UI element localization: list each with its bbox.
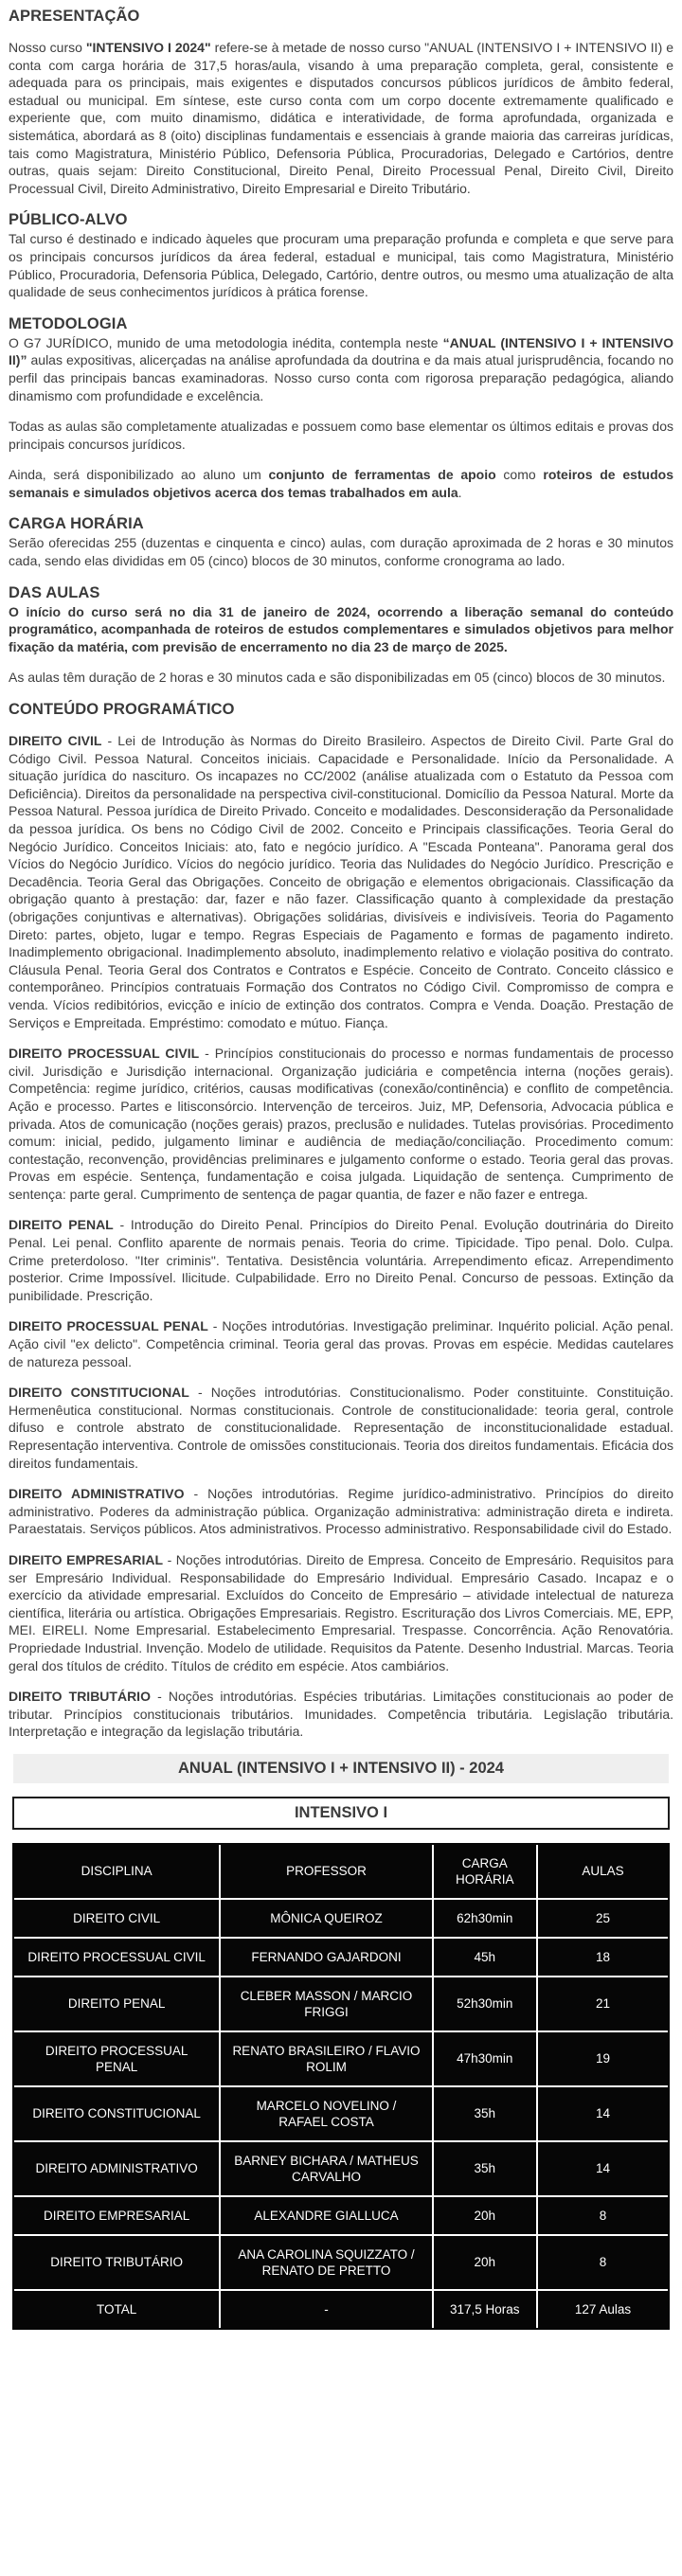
cell-aulas: 25 xyxy=(537,1899,668,1938)
cell-carga: 35h xyxy=(433,2141,537,2196)
section-heading-das-aulas: DAS AULAS xyxy=(9,583,100,601)
paragraph-direito-processual-civil: DIREITO PROCESSUAL CIVIL - Princípios constitucionais do processo e normas fundamentais de processo civil. Jurisdição e Jurisdição internacional. Organização judiciária e competência interna (noções gerais). Competência: regime jurídico, critérios, causas modificativas (conexão/continência) e conflito de competência. Ação e processo. Partes e litisconsórcio. Intervenção de terceiros. Juiz, MP, Defensoria, Advocacia pública e privada. Atos de comunicação (noções gerais) prazos, preclusão e nulidades. Tutelas provisórias. Procedimento comum: inicial, pedido, julgamento liminar e audiência de mediação/conciliação. Procedimento comum: contestação, reconvenção, providências preliminares e julgamento conforme o estado. Teoria geral das provas. Provas em espécie. Sentença, fundamentação e coisa julgada. Liquidação de sentença. Cumprimento de sentença: parte geral. Cumprimento de sentença de pagar quantia, de fazer e não fazer e entrega. xyxy=(9,1046,673,1202)
cell-disciplina: DIREITO CIVIL xyxy=(14,1899,220,1938)
table-row xyxy=(14,2196,668,2235)
cell-aulas: 21 xyxy=(537,1977,668,2031)
cell-professor: ANA CAROLINA SQUIZZATO / RENATO DE PRETTO xyxy=(220,2235,432,2290)
section-das-aulas xyxy=(9,583,673,687)
module-title-box: INTENSIVO I xyxy=(12,1797,670,1830)
cell-disciplina: DIREITO CONSTITUCIONAL xyxy=(14,2086,220,2141)
cell-professor: CLEBER MASSON / MARCIO FRIGGI xyxy=(220,1977,432,2031)
section-heading-carga-horaria: CARGA HORÁRIA xyxy=(9,515,144,533)
paragraph-duracao-aulas: As aulas têm duração de 2 horas e 30 minutos cada e são disponibilizadas em 05 (cinco) blocos de 30 minutos. xyxy=(9,670,666,686)
section-carga-horaria xyxy=(9,514,673,569)
section-heading-conteudo-programatico: CONTEÚDO PROGRAMÁTICO xyxy=(9,701,235,719)
header-professor: PROFESSOR xyxy=(220,1845,432,1899)
annual-title-banner: ANUAL (INTENSIVO I + INTENSIVO II) - 2024 xyxy=(13,1754,669,1783)
paragraph-publico-alvo: Tal curso é destinado e indicado àqueles que procuram uma preparação profunda e completa e que serve para os principais concursos jurídicos da área federal, estadual e municipal, tais como Magistratura, Ministério Público, Procuradoria, Defensoria Pública, Delegado, Cartório, dentre outros, ou mesmo uma atualização de alta qualidade de seus conhecimentos jurídicos à prática forense. xyxy=(9,231,673,300)
cell-disciplina: DIREITO ADMINISTRATIVO xyxy=(14,2141,220,2196)
section-conteudo-programatico xyxy=(9,700,673,1741)
cell-aulas: 19 xyxy=(537,2031,668,2086)
cell-total-carga: 317,5 Horas xyxy=(433,2290,537,2328)
table-row xyxy=(14,2031,668,2086)
paragraph-direito-penal: DIREITO PENAL - Introdução do Direito Penal. Princípios do Direito Penal. Evolução doutrinária do Direito Penal. Lei penal. Conflito aparente de normais penais. Teoria do crime. Tipicidade. Tipo penal. Dolo. Culpa. Crime preterdoloso. "Iter criminis". Tentativa. Desistência voluntária. Arrependimento eficaz. Arrependimento posterior. Crime Impossível. Ilicitude. Culpabilidade. Erro no Direito Penal. Concurso de pessoas. Extinção da punibilidade. Prescrição. xyxy=(9,1217,673,1303)
cell-carga: 52h30min xyxy=(433,1977,537,2031)
paragraph-apresentacao: Nosso curso "INTENSIVO I 2024" refere-se à metade de nosso curso "ANUAL (INTENSIVO I + INTENSIVO II) e conta com carga horária de 317,5 horas/aula, visando à uma preparação completa, geral, consistente e adequada para os principais, mais exigentes e disputados concursos públicos jurídicos de âmbito federal, estadual ou municipal. Em síntese, este curso conta com um corpo docente extremamente qualificado e experiente que, com muito dinamismo, didática e interatividade, de forma aprofundada, organizada e sistemática, abordará as 8 (oito) disciplinas fundamentais e essenciais à grande maioria das carreiras jurídicas, tais como Magistratura, Ministério Público, Defensoria Pública, Procuradorias, Delegado e Cartórios, dentre outras, quais sejam: Direito Constitucional, Direito Penal, Direito Processual Penal, Direito Civil, Direito Processual Civil, Direito Administrativo, Direito Empresarial e Direito Tributário. xyxy=(9,40,673,196)
cell-total-professor: - xyxy=(220,2290,432,2328)
paragraph-metodologia: O G7 JURÍDICO, munido de uma metodologia inédita, contempla neste “ANUAL (INTENSIVO I + INTENSIVO II)” aulas expositivas, alicerçadas na análise aprofundada da doutrina e da mais atual jurisprudência, focando no perfil das principais bancas examinadoras. Nosso curso conta com rigorosa preparação pedagógica, aliando dinamismo com profundidade e excelência. xyxy=(9,334,674,403)
cell-total-aulas: 127 Aulas xyxy=(537,2290,668,2328)
section-heading-apresentacao: APRESENTAÇÃO xyxy=(9,8,140,25)
cell-carga: 47h30min xyxy=(433,2031,537,2086)
section-heading-publico-alvo: PÚBLICO-ALVO xyxy=(9,211,128,229)
cell-professor: BARNEY BICHARA / MATHEUS CARVALHO xyxy=(220,2141,432,2196)
cell-disciplina: DIREITO PENAL xyxy=(14,1977,220,2031)
cell-carga: 20h xyxy=(433,2235,537,2290)
cell-aulas: 14 xyxy=(537,2086,668,2141)
paragraph-direito-processual-penal: DIREITO PROCESSUAL PENAL - Noções introdutórias. Investigação preliminar. Inquérito policial. Ação penal. Ação civil "ex delicto". Competência criminal. Teoria geral das provas. Provas em espécie. Medidas cautelares de natureza pessoal. xyxy=(9,1318,673,1369)
table-total-row xyxy=(14,2290,668,2328)
paragraph-ferramentas-apoio: Ainda, será disponibilizado ao aluno um conjunto de ferramentas de apoio como roteiros de estudos semanais e simulados objetivos acerca dos temas trabalhados em aula. xyxy=(9,467,673,500)
cell-disciplina: DIREITO PROCESSUAL CIVIL xyxy=(14,1938,220,1977)
cell-aulas: 8 xyxy=(537,2235,668,2290)
table-row xyxy=(14,1977,668,2031)
section-publico-alvo xyxy=(9,210,673,300)
schedule-section xyxy=(9,1754,673,2330)
cell-professor: MARCELO NOVELINO / RAFAEL COSTA xyxy=(220,2086,432,2141)
paragraph-direito-civil: DIREITO CIVIL - Lei de Introdução às Normas do Direito Brasileiro. Aspectos de Direito Civil. Parte Gral do Código Civil. Pessoa Natural. Conceitos iniciais. Capacidade e Personalidade. Início da Personalidade. A situação jurídica do nascituro. Os incapazes no CC/2002 (análise atualizada com o Estatuto da Pessoa com Deficiência). Direitos da personalidade na perspectiva civil-constitucional. Domicílio da Pessoa Natural. Morte da Pessoa Natural. Pessoa jurídica de Direito Privado. Conceito e modalidades. Desconsideração da Personalidade da pessoa jurídica. Os bens no Código Civil de 2002. Conceito e Principais classificações. Teoria Geral do Negócio Jurídico. Conceitos Iniciais: ato, fato e negócio jurídico. A "Escada Ponteana". Panorama geral dos Vícios do Negócio Jurídico. Vícios do negócio jurídico. Teoria das Nulidades do Negócio Jurídico. Prescrição e Decadência. Teoria Geral das Obrigações. Conceito de obrigação e elementos obrigacionais. Classificação da obrigação quanto à prestação: dar, fazer e não fazer. Classificação quanto à complexidade da prestação (obrigações conjuntivas e alternativas). Obrigações solidárias, divisíveis e indivisíveis. Teoria do Pagamento Direto: partes, objeto, lugar e tempo. Regras Especiais de Pagamento e formas de pagamento indireto. Inadimplemento obrigacional. Inadimplemento absoluto, inadimplemento relativo e violação positiva do contrato. Cláusula Penal. Teoria Geral dos Contratos e Contratos e Espécie. Conceito de Contrato. Conceito clássico e contemporâneo. Princípios contratuais Formação dos Contratos no Código Civil. Compromisso de compra e venda. Vícios redibitórios, evicção e início de extinção dos contratos. Compra e Venda. Doação. Prestação de Serviços e Empreitada. Empréstimo: comodato e mútuo. Fiança. xyxy=(9,733,673,1030)
cell-carga: 45h xyxy=(433,1938,537,1977)
cell-aulas: 8 xyxy=(537,2196,668,2235)
schedule-table xyxy=(14,1845,668,2328)
cell-disciplina: DIREITO TRIBUTÁRIO xyxy=(14,2235,220,2290)
cell-professor: FERNANDO GAJARDONI xyxy=(220,1938,432,1977)
table-row xyxy=(14,2235,668,2290)
cell-carga: 62h30min xyxy=(433,1899,537,1938)
paragraph-carga-horaria: Serão oferecidas 255 (duzentas e cinquenta e cinco) aulas, com duração aproximada de 2 horas e 30 minutos cada, sendo elas divididas em 05 (cinco) blocos de 30 minutos, conforme cronograma ao lado. xyxy=(9,535,673,569)
paragraph-inicio-curso: O início do curso será no dia 31 de janeiro de 2024, ocorrendo a liberação semanal do conteúdo programático, acompanhada de roteiros de estudos complementares e simulados objetivos para melhor fixação da matéria, com previsão de encerramento no dia 23 de março de 2025. xyxy=(9,603,673,654)
header-carga-horaria: CARGA HORÁRIA xyxy=(433,1845,537,1899)
table-row xyxy=(14,2141,668,2196)
cell-aulas: 14 xyxy=(537,2141,668,2196)
cell-professor: ALEXANDRE GIALLUCA xyxy=(220,2196,432,2235)
paragraph-aulas-atualizadas: Todas as aulas são completamente atualizadas e possuem como base elementar os últimos editais e provas dos principais concursos jurídicos. xyxy=(9,419,673,452)
table-row xyxy=(14,1938,668,1977)
cell-aulas: 18 xyxy=(537,1938,668,1977)
section-apresentacao xyxy=(9,7,673,197)
paragraph-direito-tributario: DIREITO TRIBUTÁRIO - Noções introdutórias. Espécies tributárias. Limitações constitucionais ao poder de tributar. Princípios constitucionais tributários. Imunidades. Competência tributária. Legislação tributária. Interpretação e integração da legislação tributária. xyxy=(9,1689,673,1740)
cell-carga: 20h xyxy=(433,2196,537,2235)
table-row xyxy=(14,2086,668,2141)
cell-carga: 35h xyxy=(433,2086,537,2141)
section-metodologia xyxy=(9,314,673,502)
schedule-table-wrapper xyxy=(12,1843,670,2330)
header-disciplina: DISCIPLINA xyxy=(14,1845,220,1899)
cell-total-label: TOTAL xyxy=(14,2290,220,2328)
paragraph-direito-administrativo: DIREITO ADMINISTRATIVO - Noções introdutórias. Regime jurídico-administrativo. Princípios do direito administrativo. Poderes da administração pública. Organização administrativa: administração direta e indireta. Paraestatais. Serviços públicos. Atos administrativos. Processo administrativo. Responsabilidade civil do Estado. xyxy=(9,1486,673,1537)
cell-professor: MÔNICA QUEIROZ xyxy=(220,1899,432,1938)
table-row xyxy=(14,1899,668,1938)
paragraph-direito-empresarial: DIREITO EMPRESARIAL - Noções introdutórias. Direito de Empresa. Conceito de Empresário. Requisitos para ser Empresário Individual. Responsabilidade do Empresário Individual. Empresário Casado. Incapaz e o exercício da atividade empresarial. Excluídos do Conceito de Empresário – atividade intelectual de natureza científica, literária ou artística. Obrigações Empresariais. Registro. Escrituração dos Livros Comerciais. ME, EPP, MEI. EIRELI. Nome Empresarial. Estabelecimento Empresarial. Trespasse. Concorrência. Ação Renovatória. Propriedade Industrial. Invenção. Modelo de utilidade. Requisitos da Patente. Desenho Industrial. Marcas. Teoria geral dos títulos de crédito. Títulos de crédito em espécie. Atos cambiários. xyxy=(9,1551,674,1673)
cell-disciplina: DIREITO EMPRESARIAL xyxy=(14,2196,220,2235)
cell-disciplina: DIREITO PROCESSUAL PENAL xyxy=(14,2031,220,2086)
table-header-row xyxy=(14,1845,668,1899)
header-aulas: AULAS xyxy=(537,1845,668,1899)
section-heading-metodologia: METODOLOGIA xyxy=(9,314,128,332)
cell-professor: RENATO BRASILEIRO / FLAVIO ROLIM xyxy=(220,2031,432,2086)
paragraph-direito-constitucional: DIREITO CONSTITUCIONAL - Noções introdutórias. Constitucionalismo. Poder constituinte. Constituição. Hermenêutica constitucional. Normas constitucionais. Controle de constitucionalidade: teoria geral, controle difuso e controle abstrato de constitucionalidade. Representação de inconstitucionalidade estadual. Representação interventiva. Controle de omissões constitucionais. Teoria dos direitos fundamentais. Eficácia dos direitos fundamentais. xyxy=(9,1385,673,1471)
